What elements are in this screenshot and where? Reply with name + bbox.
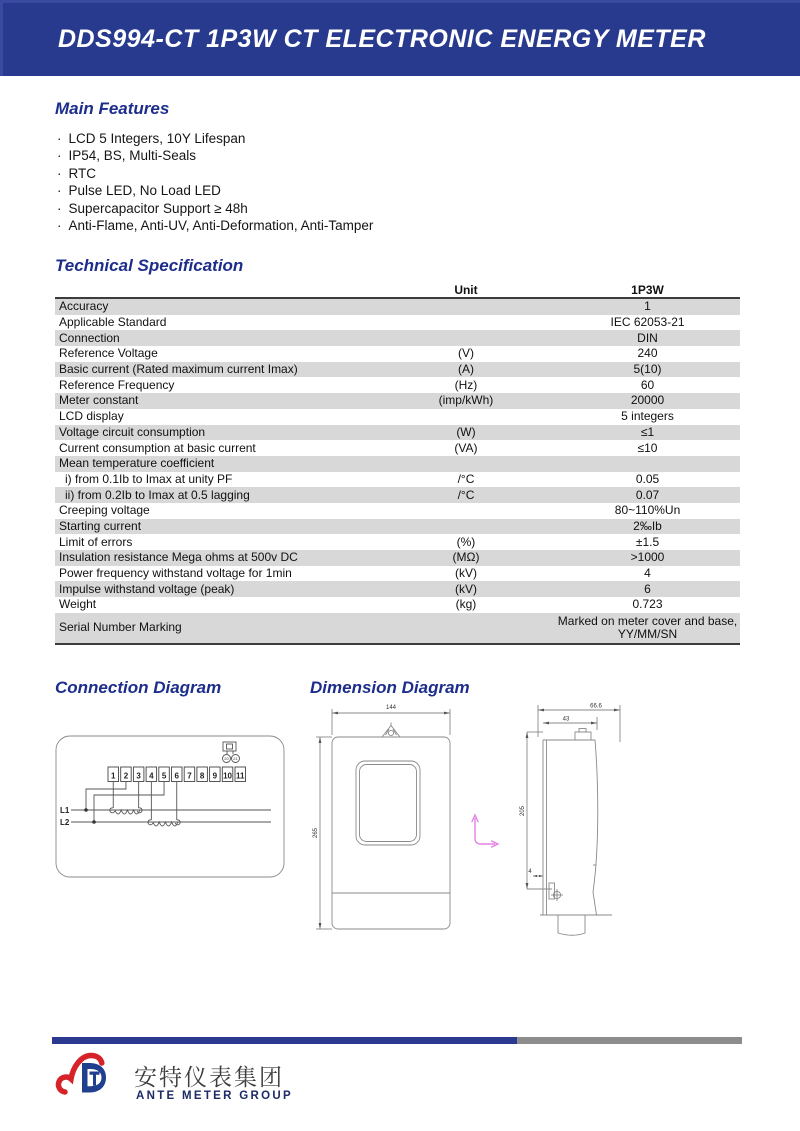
spec-value-text: >1000	[630, 550, 665, 565]
dimension-front-view	[310, 697, 480, 940]
spec-value	[555, 566, 740, 582]
spec-parameter: Power frequency withstand voltage for 1min	[59, 566, 292, 581]
spec-row	[55, 362, 740, 378]
title-bar	[0, 0, 800, 76]
spec-parameter: Starting current	[59, 518, 142, 533]
spec-value	[555, 440, 740, 456]
spec-parameter: Basic current (Rated maximum current Imax)	[59, 362, 298, 377]
spec-value	[555, 597, 740, 613]
spec-unit: (kV)	[454, 566, 477, 581]
line-label-l1: L1	[60, 806, 70, 815]
spec-value-text-line2: YY/MM/SN	[617, 626, 678, 641]
spec-parameter: Accuracy	[59, 299, 109, 314]
spec-table-body	[55, 298, 740, 644]
spec-row	[55, 487, 740, 503]
spec-row	[55, 597, 740, 613]
spec-value	[555, 550, 740, 566]
spec-unit	[377, 613, 555, 644]
feature-item: · Anti-Flame, Anti-UV, Anti-Deformation, Anti-Tamper	[57, 217, 373, 234]
connection-diagram	[55, 735, 285, 878]
spec-unit: (Hz)	[454, 377, 478, 392]
display-window-outer	[356, 761, 420, 845]
terminal-number: 3	[136, 771, 141, 781]
spec-unit: (MΩ)	[452, 550, 480, 565]
display-window-inner	[360, 765, 417, 842]
dim-side-bottom-offset: 4	[528, 869, 532, 875]
dim-front-width: 144	[385, 705, 397, 711]
spec-unit: (A)	[457, 362, 474, 377]
spec-value	[555, 581, 740, 597]
terminal-number: 2	[123, 771, 129, 781]
ct-coil-1	[110, 808, 142, 814]
spec-unit: (kV)	[454, 581, 477, 596]
spec-value-text: 60	[640, 377, 655, 392]
spec-unit	[377, 298, 555, 315]
spec-value	[555, 409, 740, 425]
spec-value-text: 6	[644, 581, 651, 596]
terminal-number: 4	[149, 771, 154, 781]
spec-parameter: Voltage circuit consumption	[59, 424, 206, 439]
connection-diagram-title: Connection Diagram	[55, 678, 222, 697]
terminal-number: 1	[111, 771, 116, 781]
spec-parameter: Creeping voltage	[59, 503, 150, 518]
spec-value-text: 2‰Ib	[633, 518, 662, 533]
spec-parameter: Current consumption at basic current	[59, 440, 256, 455]
spec-value	[555, 456, 740, 472]
feature-item: · IP54, BS, Multi-Seals	[57, 147, 373, 164]
spec-value	[555, 362, 740, 378]
spec-parameter: Limit of errors	[59, 534, 133, 549]
pulse-output-icon	[223, 742, 240, 763]
spec-value-text: ≤10	[637, 440, 658, 455]
spec-value	[555, 393, 740, 409]
spec-unit: (VA)	[454, 440, 478, 455]
spec-value-text: IEC 62053-21	[610, 315, 685, 330]
spec-parameter: Applicable Standard	[59, 315, 167, 330]
feature-item: · Supercapacitor Support ≥ 48h	[57, 200, 373, 217]
wiring	[84, 782, 180, 827]
terminal-number: 7	[187, 771, 192, 781]
spec-value	[555, 330, 740, 346]
spec-value-text: 5(10)	[633, 362, 662, 377]
spec-table	[55, 280, 740, 645]
spec-value	[555, 534, 740, 550]
spec-parameter: Impulse withstand voltage (peak)	[59, 581, 235, 596]
spec-value-text: 240	[637, 346, 658, 361]
spec-row	[55, 456, 740, 472]
spec-row	[55, 472, 740, 488]
spec-value-text: 20000	[630, 393, 665, 408]
spec-value	[555, 487, 740, 503]
spec-parameter: Insulation resistance Mega ohms at 500v DC	[59, 550, 298, 565]
spec-value-text: 1	[644, 299, 651, 314]
spec-parameter: Meter constant	[59, 393, 139, 408]
spec-unit: (%)	[456, 534, 476, 549]
meter-front-outline	[332, 737, 450, 929]
spec-col-1p3w: 1P3W	[555, 280, 740, 298]
spec-row	[55, 393, 740, 409]
feature-item: · Pulse LED, No Load LED	[57, 182, 373, 199]
spec-value-text: ±1.5	[635, 534, 660, 549]
spec-unit: /°C	[457, 471, 475, 486]
spec-value	[555, 377, 740, 393]
hanging-hook	[382, 723, 400, 738]
terminal-number: 5	[161, 771, 167, 781]
spec-value-text: 0.723	[632, 597, 663, 612]
spec-row	[55, 440, 740, 456]
dimension-diagram-title: Dimension Diagram	[310, 678, 470, 697]
dim-front-height: 265	[313, 827, 319, 839]
spec-unit: (kg)	[455, 597, 477, 612]
features-list	[57, 130, 373, 234]
spec-col-parameter	[55, 280, 377, 298]
spec-unit: (V)	[457, 346, 474, 361]
terminal-number: 11	[236, 771, 245, 781]
spec-row	[55, 409, 740, 425]
spec-row	[55, 330, 740, 346]
spec-row	[55, 298, 740, 315]
spec-row	[55, 346, 740, 362]
technical-specification-title: Technical Specification	[55, 256, 244, 275]
spec-parameter: ii) from 0.2Ib to Imax at 0.5 lagging	[65, 487, 250, 502]
spec-parameter: i) from 0.1Ib to Imax at unity PF	[65, 471, 233, 486]
spec-unit	[377, 456, 555, 472]
meter-side-outline	[540, 729, 612, 936]
spec-value	[555, 315, 740, 331]
feature-item: · LCD 5 Integers, 10Y Lifespan	[57, 130, 373, 147]
spec-value-text: 80~110%Un	[614, 503, 681, 518]
spec-parameter: Connection	[59, 330, 120, 345]
spec-row	[55, 377, 740, 393]
spec-row	[55, 519, 740, 535]
spec-value-text: ≤1	[640, 424, 655, 439]
spec-value	[555, 613, 740, 644]
spec-value	[555, 425, 740, 441]
spec-parameter: Reference Voltage	[59, 346, 158, 361]
terminal-number: 6	[174, 771, 179, 781]
terminal-number: 10	[223, 771, 233, 781]
spec-value	[555, 519, 740, 535]
spec-value-text: 5 integers	[621, 409, 674, 424]
spec-row	[55, 425, 740, 441]
terminal-strip	[108, 767, 246, 782]
spec-unit: (W)	[456, 424, 476, 439]
main-features-title: Main Features	[55, 99, 170, 118]
spec-value-text: Marked on meter cover and base,	[557, 613, 738, 628]
terminal-number: 9	[212, 771, 218, 781]
spec-unit: /°C	[457, 487, 475, 502]
spec-unit	[377, 519, 555, 535]
spec-row	[55, 581, 740, 597]
spec-unit: (imp/kWh)	[438, 393, 494, 408]
spec-value	[555, 503, 740, 519]
spec-parameter: Reference Frequency	[59, 377, 175, 392]
spec-row	[55, 566, 740, 582]
spec-row	[55, 315, 740, 331]
spec-parameter: Serial Number Marking	[59, 620, 182, 635]
spec-value-text: 0.05	[635, 471, 660, 486]
spec-unit	[377, 315, 555, 331]
spec-col-unit: Unit	[377, 280, 555, 298]
spec-value	[555, 298, 740, 315]
spec-parameter: LCD display	[59, 409, 124, 424]
spec-row	[55, 613, 740, 644]
footer-divider-bar	[52, 1037, 742, 1044]
feature-item: · RTC	[57, 165, 373, 182]
spec-value	[555, 472, 740, 488]
dim-side-depth: 66.6	[590, 703, 602, 710]
spec-value-text: 0.07	[635, 487, 660, 502]
spec-unit	[377, 330, 555, 346]
spec-row	[55, 550, 740, 566]
spec-table-head	[55, 280, 740, 298]
ct-coil-2	[148, 820, 180, 826]
company-name-chinese: 安特仪表集团	[134, 1065, 284, 1090]
spec-row	[55, 503, 740, 519]
axis-arrows-icon	[468, 808, 502, 850]
spec-value	[555, 346, 740, 362]
spec-parameter: Mean temperature coefficient	[59, 456, 215, 471]
company-name-english: ANTE METER GROUP	[136, 1090, 293, 1102]
aux-terminal-label: 20	[224, 756, 229, 761]
spec-value-text: DIN	[637, 330, 658, 345]
aux-terminal-label: 21	[233, 756, 238, 761]
dim-side-height: 205	[520, 805, 526, 817]
spec-unit	[377, 503, 555, 519]
spec-unit	[377, 409, 555, 425]
page-title: DDS994-CT 1P3W CT ELECTRONIC ENERGY METER	[58, 25, 706, 53]
terminal-number: 8	[199, 771, 205, 781]
line-label-l2: L2	[60, 818, 70, 827]
ante-logo-icon	[52, 1049, 118, 1099]
spec-value-text: 4	[644, 566, 651, 581]
dim-side-top-width: 43	[562, 716, 570, 723]
spec-parameter: Weight	[59, 597, 97, 612]
dimension-side-view	[500, 697, 650, 940]
spec-row	[55, 534, 740, 550]
diagram-border	[56, 736, 284, 877]
